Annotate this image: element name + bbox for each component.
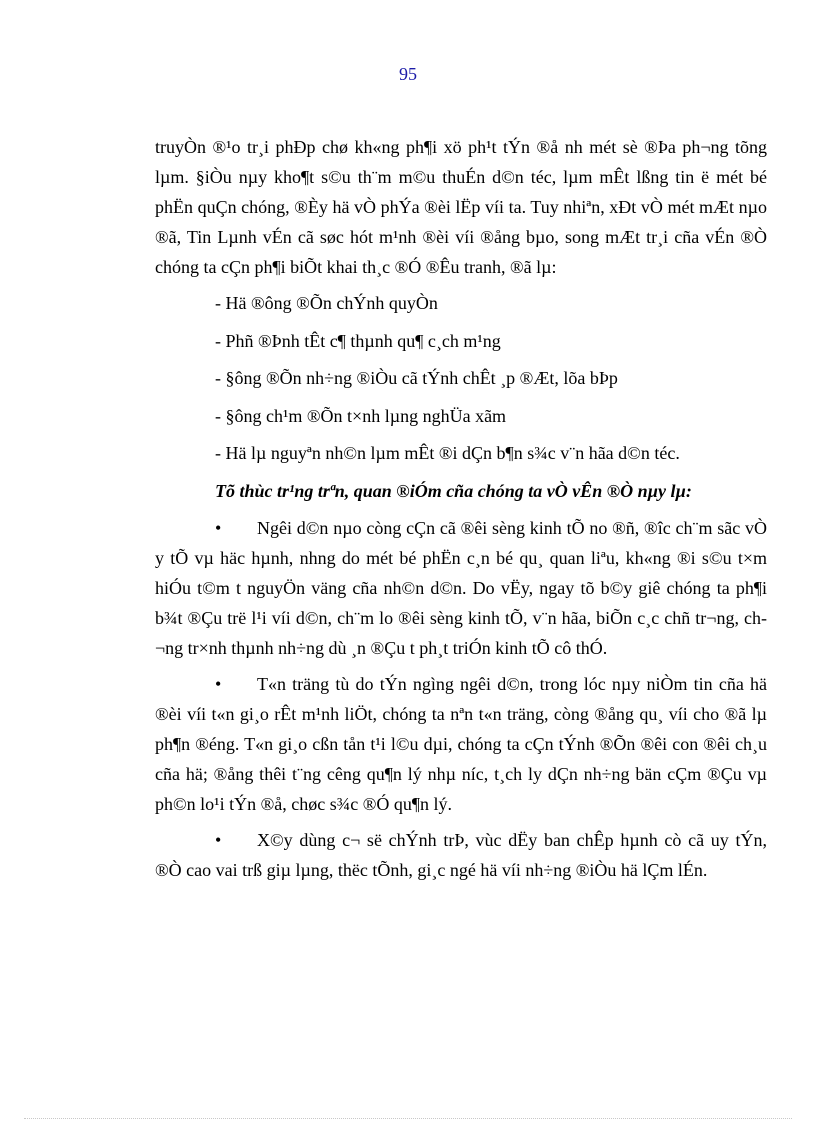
intro-paragraph: truyÒn ®¹o tr¸i phÐp chø kh«ng ph¶i xö ph¹t tÝn ®å nh mét sè ®Þa ph¬ng tõng lµm. §iÒu nµy kho¶t s©u th¨m m©u thuÉn d©n téc, lµm mÊt lßng tin ë mét bé phËn quÇn chóng, ®Èy hä vÒ phÝa ®èi lËp víi ta. Tuy nhiªn, xÐt vÒ mét mÆt nµo ®ã, Tin Lµnh vÉn cã søc hót m¹nh ®èi víi ®ång bµo, song mÆt tr¸i cña vÉn ®Ò chóng ta cÇn ph¶i biÕt khai th¸c ®Ó ®Êu tranh, ®ã lµ: [155, 137, 767, 277]
bullet-icon: • [215, 517, 222, 538]
section-heading: Tõ thùc tr¹ng trªn, quan ®iÓm cña chóng ta vÒ vÊn ®Ò nµy lµ: [215, 480, 692, 501]
list-item: - Hä ®ông ®Õn chÝnh quyÒn [215, 293, 438, 313]
page-body [155, 132, 767, 891]
bullet-paragraph [155, 825, 767, 885]
list-item: - Hä lµ nguyªn nh©n lµm mÊt ®i dÇn b¶n s¾c v¨n hãa d©n téc. [215, 443, 680, 463]
bullet-icon: • [215, 673, 222, 694]
list-item: - Phñ ®Þnh tÊt c¶ thµnh qu¶ c¸ch m¹ng [215, 330, 501, 351]
bullet-text: Ngêi d©n nµo còng cÇn cã ®êi sèng kinh tÕ no ®ñ, ®îc ch¨m sãc vÒ y tÕ vµ häc hµnh, nhng do mét bé phËn c¸n bé qu¸ quan liªu, kh«ng ®i s©u t×m hiÓu t©m t nguyÖn väng cña nh©n d©n. Do vËy, ngay tõ b©y giê chóng ta ph¶i b¾t ®Çu trë l¹i víi d©n, ch¨m lo ®êi sèng kinh tÕ, v¨n hãa, biÕn c¸c chñ tr¬ng, ch¬ng tr×nh thµnh nh÷ng dù ¸n ®Çu t ph¸t triÓn kinh tÕ cô thÓ. [155, 517, 767, 658]
consequence-list [155, 288, 767, 476]
bullet-paragraph [155, 669, 767, 819]
bullet-text: X©y dùng c¬ së chÝnh trÞ, vùc dËy ban chÊp hµnh cò cã uy tÝn, ®Ò cao vai trß giµ lµng, thëc tÕnh, gi¸c ngé hä víi nh÷ng ®iÒu hä lÇm lÉn. [155, 829, 767, 880]
list-item: - §ông ch¹m ®Õn t×nh lµng nghÜa xãm [215, 405, 507, 426]
footer-divider [24, 1118, 792, 1119]
list-item: - §ông ®Õn nh÷ng ®iÒu cã tÝnh chÊt ¸p ®Æt, lõa bÞp [215, 368, 618, 388]
bullet-text: T«n träng tù do tÝn ngìng ngêi d©n, trong lóc nµy niÒm tin cña hä ®èi víi t«n gi¸o rÊt m¹nh liÖt, chóng ta nªn t«n träng, còng ®ång qu¸ víi cho ®ã lµ ph¶n ®éng. T«n gi¸o cßn tån t¹i l©u dµi, chóng ta cÇn tÝnh ®Õn ®êi con ®êi ch¸u cña hä; ®ång thêi t¨ng cêng qu¶n lý nhµ níc, t¸ch ly dÇn nh÷ng bän cÇm ®Çu vµ ph©n lo¹i tÝn ®å, chøc s¾c ®Ó qu¶n lý. [155, 673, 767, 814]
bullet-paragraph [155, 513, 767, 663]
page-number: 95 [399, 64, 417, 84]
bullet-icon: • [215, 829, 222, 850]
